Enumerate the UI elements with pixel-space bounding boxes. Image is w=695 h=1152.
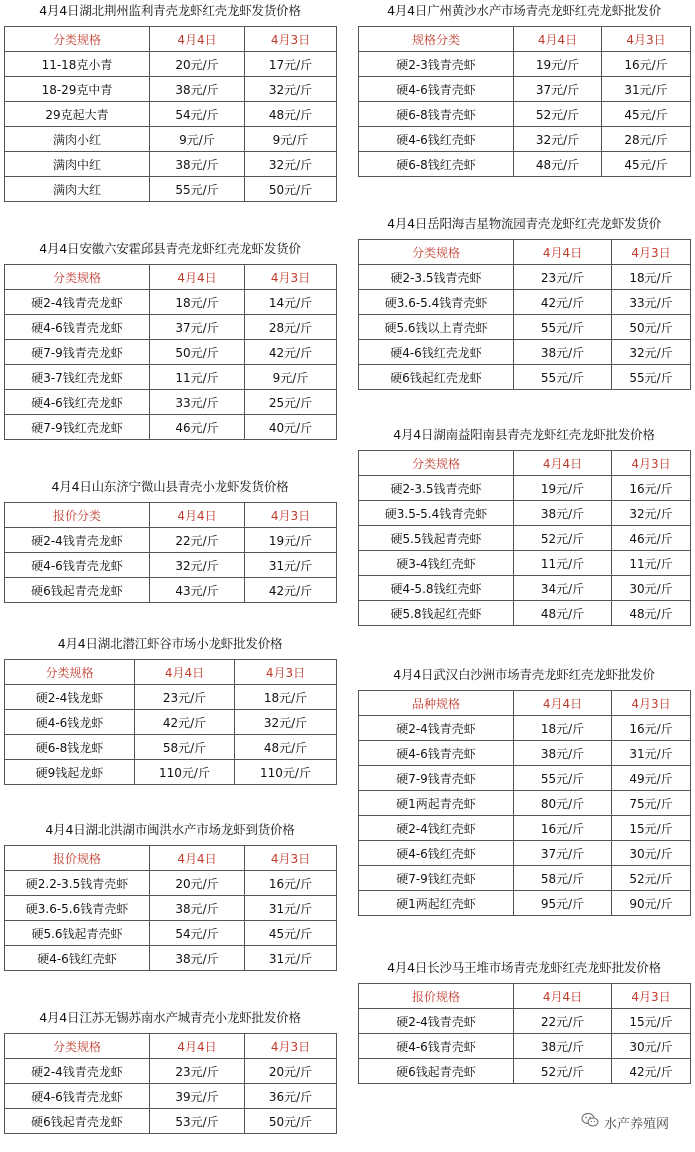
price-table <box>4 264 337 440</box>
spec-cell: 硬6钱起红壳龙虾 <box>359 365 514 390</box>
spec-cell: 硬9钱起龙虾 <box>5 760 135 785</box>
price-cell: 30元/斤 <box>612 576 691 601</box>
spec-cell: 硬4-6钱龙虾 <box>5 710 135 735</box>
price-cell: 39元/斤 <box>150 1084 245 1109</box>
table-title: 4月4日江苏无锡苏南水产城青壳小龙虾批发价格 <box>39 1010 301 1025</box>
price-cell: 23元/斤 <box>135 685 235 710</box>
price-cell: 42元/斤 <box>245 578 337 603</box>
price-cell: 38元/斤 <box>150 152 245 177</box>
spec-cell: 硬4-5.8钱红壳虾 <box>359 576 514 601</box>
table-row <box>5 1084 337 1109</box>
column-header: 分类规格 <box>359 240 514 265</box>
column-header: 4月4日 <box>514 451 612 476</box>
spec-cell: 硬3-7钱红壳龙虾 <box>5 365 150 390</box>
table-row <box>359 315 691 340</box>
price-cell: 37元/斤 <box>514 77 602 102</box>
table-row <box>5 415 337 440</box>
spec-cell: 18-29克中青 <box>5 77 150 102</box>
price-cell: 23元/斤 <box>514 265 612 290</box>
price-cell: 55元/斤 <box>150 177 245 202</box>
price-cell: 32元/斤 <box>150 553 245 578</box>
price-table <box>4 845 337 971</box>
table-row <box>359 476 691 501</box>
price-cell: 16元/斤 <box>612 476 691 501</box>
price-block <box>4 636 336 785</box>
price-block <box>4 3 336 202</box>
price-cell: 33元/斤 <box>612 290 691 315</box>
table-row <box>5 946 337 971</box>
price-cell: 28元/斤 <box>245 315 337 340</box>
column-header: 分类规格 <box>5 1034 150 1059</box>
price-cell: 45元/斤 <box>602 102 691 127</box>
price-cell: 42元/斤 <box>514 290 612 315</box>
price-cell: 18元/斤 <box>612 265 691 290</box>
spec-cell: 硬7-9钱红壳龙虾 <box>5 415 150 440</box>
price-cell: 36元/斤 <box>245 1084 337 1109</box>
price-cell: 31元/斤 <box>245 896 337 921</box>
table-row <box>359 52 691 77</box>
table-row <box>5 127 337 152</box>
column-header: 分类规格 <box>5 265 150 290</box>
table-row <box>359 816 691 841</box>
price-cell: 18元/斤 <box>235 685 337 710</box>
spec-cell: 硬2.2-3.5钱青壳虾 <box>5 871 150 896</box>
table-row <box>359 891 691 916</box>
wechat-icon <box>581 1112 599 1132</box>
price-cell: 22元/斤 <box>150 528 245 553</box>
spec-cell: 硬2-3钱青壳虾 <box>359 52 514 77</box>
table-header-row <box>5 27 337 52</box>
price-cell: 31元/斤 <box>612 741 691 766</box>
price-cell: 15元/斤 <box>612 1009 691 1034</box>
price-cell: 45元/斤 <box>602 152 691 177</box>
price-cell: 31元/斤 <box>245 553 337 578</box>
price-cell: 14元/斤 <box>245 290 337 315</box>
spec-cell: 硬3-4钱红壳虾 <box>359 551 514 576</box>
column-header: 4月4日 <box>150 265 245 290</box>
table-row <box>5 710 337 735</box>
table-row <box>359 265 691 290</box>
column-header: 4月3日 <box>245 265 337 290</box>
price-cell: 32元/斤 <box>612 340 691 365</box>
spec-cell: 硬4-6钱红壳虾 <box>5 946 150 971</box>
table-title: 4月4日湖南益阳南县青壳龙虾红壳龙虾批发价格 <box>393 427 655 442</box>
price-cell: 31元/斤 <box>245 946 337 971</box>
price-block <box>358 3 690 177</box>
price-table <box>4 1033 337 1134</box>
table-row <box>5 365 337 390</box>
column-header: 分类规格 <box>5 660 135 685</box>
table-row <box>359 501 691 526</box>
table-row <box>359 127 691 152</box>
price-cell: 19元/斤 <box>514 52 602 77</box>
watermark <box>581 1112 669 1132</box>
table-row <box>5 528 337 553</box>
spec-cell: 硬2-4钱龙虾 <box>5 685 135 710</box>
table-row <box>359 526 691 551</box>
column-header: 4月3日 <box>612 691 691 716</box>
price-cell: 38元/斤 <box>514 1034 612 1059</box>
table-row <box>5 578 337 603</box>
table-row <box>359 102 691 127</box>
price-cell: 16元/斤 <box>245 871 337 896</box>
spec-cell: 硬4-6钱红壳龙虾 <box>359 340 514 365</box>
table-header-row <box>359 240 691 265</box>
column-header: 4月4日 <box>514 240 612 265</box>
table-row <box>359 866 691 891</box>
table-row <box>359 152 691 177</box>
price-cell: 20元/斤 <box>150 52 245 77</box>
table-row <box>359 576 691 601</box>
table-header-row <box>359 27 691 52</box>
price-table <box>358 26 691 177</box>
price-cell: 18元/斤 <box>150 290 245 315</box>
spec-cell: 硬3.5-5.4钱青壳虾 <box>359 501 514 526</box>
spec-cell: 硬6钱起青壳龙虾 <box>5 1109 150 1134</box>
price-cell: 33元/斤 <box>150 390 245 415</box>
table-header-row <box>5 265 337 290</box>
price-table <box>358 239 691 390</box>
table-row <box>5 390 337 415</box>
spec-cell: 硬2-4钱青壳龙虾 <box>5 1059 150 1084</box>
price-cell: 28元/斤 <box>602 127 691 152</box>
price-cell: 90元/斤 <box>612 891 691 916</box>
spec-cell: 硬4-6钱青壳龙虾 <box>5 1084 150 1109</box>
table-row <box>5 553 337 578</box>
price-cell: 11元/斤 <box>150 365 245 390</box>
table-row <box>5 735 337 760</box>
spec-cell: 硬6钱起青壳龙虾 <box>5 578 150 603</box>
price-cell: 48元/斤 <box>514 601 612 626</box>
table-row <box>359 741 691 766</box>
price-cell: 53元/斤 <box>150 1109 245 1134</box>
table-title: 4月4日湖北荆州监利青壳龙虾红壳龙虾发货价格 <box>39 3 301 18</box>
spec-cell: 硬6-8钱红壳虾 <box>359 152 514 177</box>
table-row <box>5 340 337 365</box>
price-table <box>358 983 691 1084</box>
table-row <box>359 1009 691 1034</box>
price-cell: 16元/斤 <box>602 52 691 77</box>
spec-cell: 硬2-3.5钱青壳虾 <box>359 476 514 501</box>
price-cell: 52元/斤 <box>514 526 612 551</box>
spec-cell: 满肉小红 <box>5 127 150 152</box>
column-header: 4月4日 <box>514 27 602 52</box>
price-cell: 19元/斤 <box>245 528 337 553</box>
column-header: 4月3日 <box>245 503 337 528</box>
table-title: 4月4日山东济宁微山县青壳小龙虾发货价格 <box>51 479 289 494</box>
spec-cell: 硬1两起红壳虾 <box>359 891 514 916</box>
column-header: 4月4日 <box>150 846 245 871</box>
price-cell: 42元/斤 <box>245 340 337 365</box>
price-cell: 11元/斤 <box>514 551 612 576</box>
table-title: 4月4日湖北洪湖市闽洪水产市场龙虾到货价格 <box>45 822 295 837</box>
price-cell: 48元/斤 <box>514 152 602 177</box>
spec-cell: 硬2-4钱红壳虾 <box>359 816 514 841</box>
price-block <box>4 1010 336 1134</box>
table-header-row <box>5 503 337 528</box>
column-header: 4月4日 <box>514 984 612 1009</box>
spec-cell: 硬2-3.5钱青壳虾 <box>359 265 514 290</box>
price-table <box>4 659 337 785</box>
price-cell: 52元/斤 <box>514 102 602 127</box>
price-cell: 37元/斤 <box>514 841 612 866</box>
price-cell: 55元/斤 <box>514 365 612 390</box>
table-header-row <box>359 984 691 1009</box>
price-cell: 38元/斤 <box>150 896 245 921</box>
price-cell: 75元/斤 <box>612 791 691 816</box>
column-header: 报价规格 <box>5 846 150 871</box>
spec-cell: 硬1两起青壳虾 <box>359 791 514 816</box>
spec-cell: 满肉大红 <box>5 177 150 202</box>
spec-cell: 硬4-6钱青壳虾 <box>359 77 514 102</box>
table-row <box>5 102 337 127</box>
table-header-row <box>5 846 337 871</box>
price-cell: 38元/斤 <box>514 340 612 365</box>
price-cell: 9元/斤 <box>245 365 337 390</box>
price-cell: 38元/斤 <box>514 501 612 526</box>
table-row <box>359 365 691 390</box>
table-row <box>359 601 691 626</box>
price-cell: 48元/斤 <box>245 102 337 127</box>
spec-cell: 硬7-9钱红壳虾 <box>359 866 514 891</box>
price-cell: 20元/斤 <box>150 871 245 896</box>
price-block <box>358 667 690 916</box>
price-cell: 54元/斤 <box>150 102 245 127</box>
spec-cell: 硬5.8钱起红壳虾 <box>359 601 514 626</box>
price-cell: 19元/斤 <box>514 476 612 501</box>
table-row <box>5 1059 337 1084</box>
column-header: 规格分类 <box>359 27 514 52</box>
column-header: 分类规格 <box>359 451 514 476</box>
price-cell: 9元/斤 <box>245 127 337 152</box>
price-block <box>358 216 690 390</box>
spec-cell: 硬4-6钱红壳虾 <box>359 127 514 152</box>
price-cell: 17元/斤 <box>245 52 337 77</box>
table-title: 4月4日长沙马王堆市场青壳龙虾红壳龙虾批发价格 <box>387 960 661 975</box>
price-table <box>358 450 691 626</box>
spec-cell: 11-18克小青 <box>5 52 150 77</box>
column-header: 分类规格 <box>5 27 150 52</box>
price-table <box>4 26 337 202</box>
table-title: 4月4日武汉白沙洲市场青壳龙虾红壳龙虾批发价 <box>393 667 655 682</box>
price-cell: 42元/斤 <box>612 1059 691 1084</box>
price-block <box>358 427 690 626</box>
price-cell: 54元/斤 <box>150 921 245 946</box>
price-cell: 31元/斤 <box>602 77 691 102</box>
table-row <box>5 52 337 77</box>
watermark-text: 水产养殖网 <box>603 1116 669 1132</box>
column-header: 4月3日 <box>602 27 691 52</box>
price-cell: 52元/斤 <box>612 866 691 891</box>
column-header: 4月4日 <box>150 503 245 528</box>
spec-cell: 硬4-6钱青壳龙虾 <box>5 553 150 578</box>
column-header: 4月4日 <box>514 691 612 716</box>
price-cell: 50元/斤 <box>150 340 245 365</box>
table-row <box>5 896 337 921</box>
table-row <box>5 77 337 102</box>
price-block <box>358 960 690 1084</box>
spec-cell: 29克起大青 <box>5 102 150 127</box>
table-row <box>359 1034 691 1059</box>
price-block <box>4 479 336 603</box>
price-cell: 20元/斤 <box>245 1059 337 1084</box>
column-header: 4月3日 <box>245 1034 337 1059</box>
table-title: 4月4日广州黄沙水产市场青壳龙虾红壳龙虾批发价 <box>387 3 661 18</box>
price-cell: 110元/斤 <box>235 760 337 785</box>
spec-cell: 硬7-9钱青壳虾 <box>359 766 514 791</box>
spec-cell: 硬5.6钱以上青壳虾 <box>359 315 514 340</box>
table-row <box>5 290 337 315</box>
spec-cell: 硬5.5钱起青壳虾 <box>359 526 514 551</box>
table-row <box>359 340 691 365</box>
price-block <box>4 822 336 971</box>
price-cell: 55元/斤 <box>514 315 612 340</box>
table-row <box>359 77 691 102</box>
table-row <box>359 841 691 866</box>
spec-cell: 硬4-6钱红壳龙虾 <box>5 390 150 415</box>
price-cell: 55元/斤 <box>514 766 612 791</box>
table-row <box>359 791 691 816</box>
price-cell: 49元/斤 <box>612 766 691 791</box>
table-header-row <box>5 1034 337 1059</box>
spec-cell: 硬2-4钱青壳虾 <box>359 716 514 741</box>
price-cell: 34元/斤 <box>514 576 612 601</box>
price-cell: 110元/斤 <box>135 760 235 785</box>
price-cell: 23元/斤 <box>150 1059 245 1084</box>
column-header: 4月3日 <box>235 660 337 685</box>
price-cell: 42元/斤 <box>135 710 235 735</box>
price-cell: 40元/斤 <box>245 415 337 440</box>
spec-cell: 硬3.6-5.6钱青壳虾 <box>5 896 150 921</box>
column-header: 品种规格 <box>359 691 514 716</box>
table-row <box>5 871 337 896</box>
price-cell: 38元/斤 <box>150 946 245 971</box>
table-title: 4月4日安徽六安霍邱县青壳龙虾红壳龙虾发货价 <box>39 241 301 256</box>
price-table <box>358 690 691 916</box>
table-row <box>359 1059 691 1084</box>
table-row <box>5 1109 337 1134</box>
column-header: 4月3日 <box>612 240 691 265</box>
price-cell: 80元/斤 <box>514 791 612 816</box>
price-cell: 38元/斤 <box>150 77 245 102</box>
price-cell: 58元/斤 <box>135 735 235 760</box>
column-header: 4月3日 <box>612 984 691 1009</box>
price-cell: 9元/斤 <box>150 127 245 152</box>
table-row <box>5 177 337 202</box>
price-cell: 38元/斤 <box>514 741 612 766</box>
table-row <box>5 315 337 340</box>
table-title: 4月4日岳阳海吉星物流园青壳龙虾红壳龙虾发货价 <box>387 216 661 231</box>
column-header: 报价分类 <box>5 503 150 528</box>
table-header-row <box>359 691 691 716</box>
table-row <box>359 766 691 791</box>
price-cell: 32元/斤 <box>245 77 337 102</box>
table-row <box>359 290 691 315</box>
table-header-row <box>359 451 691 476</box>
price-cell: 46元/斤 <box>612 526 691 551</box>
spec-cell: 硬4-6钱青壳虾 <box>359 741 514 766</box>
table-row <box>5 152 337 177</box>
column-header: 4月4日 <box>150 1034 245 1059</box>
column-header: 4月4日 <box>135 660 235 685</box>
column-header: 4月3日 <box>245 846 337 871</box>
spec-cell: 硬3.6-5.4钱青壳虾 <box>359 290 514 315</box>
spec-cell: 硬6-8钱青壳虾 <box>359 102 514 127</box>
price-cell: 43元/斤 <box>150 578 245 603</box>
table-row <box>359 716 691 741</box>
price-cell: 30元/斤 <box>612 1034 691 1059</box>
spec-cell: 硬7-9钱青壳龙虾 <box>5 340 150 365</box>
table-title: 4月4日湖北潜江虾谷市场小龙虾批发价格 <box>57 636 283 651</box>
price-cell: 48元/斤 <box>612 601 691 626</box>
price-cell: 18元/斤 <box>514 716 612 741</box>
price-cell: 52元/斤 <box>514 1059 612 1084</box>
price-cell: 58元/斤 <box>514 866 612 891</box>
price-cell: 32元/斤 <box>514 127 602 152</box>
price-cell: 46元/斤 <box>150 415 245 440</box>
table-row <box>5 760 337 785</box>
price-cell: 22元/斤 <box>514 1009 612 1034</box>
price-cell: 25元/斤 <box>245 390 337 415</box>
spec-cell: 硬4-6钱红壳虾 <box>359 841 514 866</box>
price-cell: 15元/斤 <box>612 816 691 841</box>
spec-cell: 硬2-4钱青壳龙虾 <box>5 528 150 553</box>
table-row <box>5 921 337 946</box>
column-header: 4月3日 <box>612 451 691 476</box>
spec-cell: 硬4-6钱青壳虾 <box>359 1034 514 1059</box>
price-cell: 48元/斤 <box>235 735 337 760</box>
price-block <box>4 241 336 440</box>
price-cell: 95元/斤 <box>514 891 612 916</box>
spec-cell: 满肉中红 <box>5 152 150 177</box>
table-header-row <box>5 660 337 685</box>
table-row <box>5 685 337 710</box>
price-table <box>4 502 337 603</box>
column-header: 报价规格 <box>359 984 514 1009</box>
price-cell: 30元/斤 <box>612 841 691 866</box>
spec-cell: 硬4-6钱青壳龙虾 <box>5 315 150 340</box>
price-cell: 16元/斤 <box>612 716 691 741</box>
spec-cell: 硬2-4钱青壳龙虾 <box>5 290 150 315</box>
price-cell: 11元/斤 <box>612 551 691 576</box>
price-cell: 50元/斤 <box>245 177 337 202</box>
table-row <box>359 551 691 576</box>
price-cell: 50元/斤 <box>612 315 691 340</box>
price-cell: 45元/斤 <box>245 921 337 946</box>
column-header: 4月3日 <box>245 27 337 52</box>
column-header: 4月4日 <box>150 27 245 52</box>
price-cell: 32元/斤 <box>235 710 337 735</box>
spec-cell: 硬6-8钱龙虾 <box>5 735 135 760</box>
price-cell: 32元/斤 <box>245 152 337 177</box>
spec-cell: 硬6钱起青壳虾 <box>359 1059 514 1084</box>
price-cell: 50元/斤 <box>245 1109 337 1134</box>
spec-cell: 硬5.6钱起青壳虾 <box>5 921 150 946</box>
spec-cell: 硬2-4钱青壳虾 <box>359 1009 514 1034</box>
price-cell: 32元/斤 <box>612 501 691 526</box>
price-cell: 37元/斤 <box>150 315 245 340</box>
price-cell: 55元/斤 <box>612 365 691 390</box>
price-cell: 16元/斤 <box>514 816 612 841</box>
